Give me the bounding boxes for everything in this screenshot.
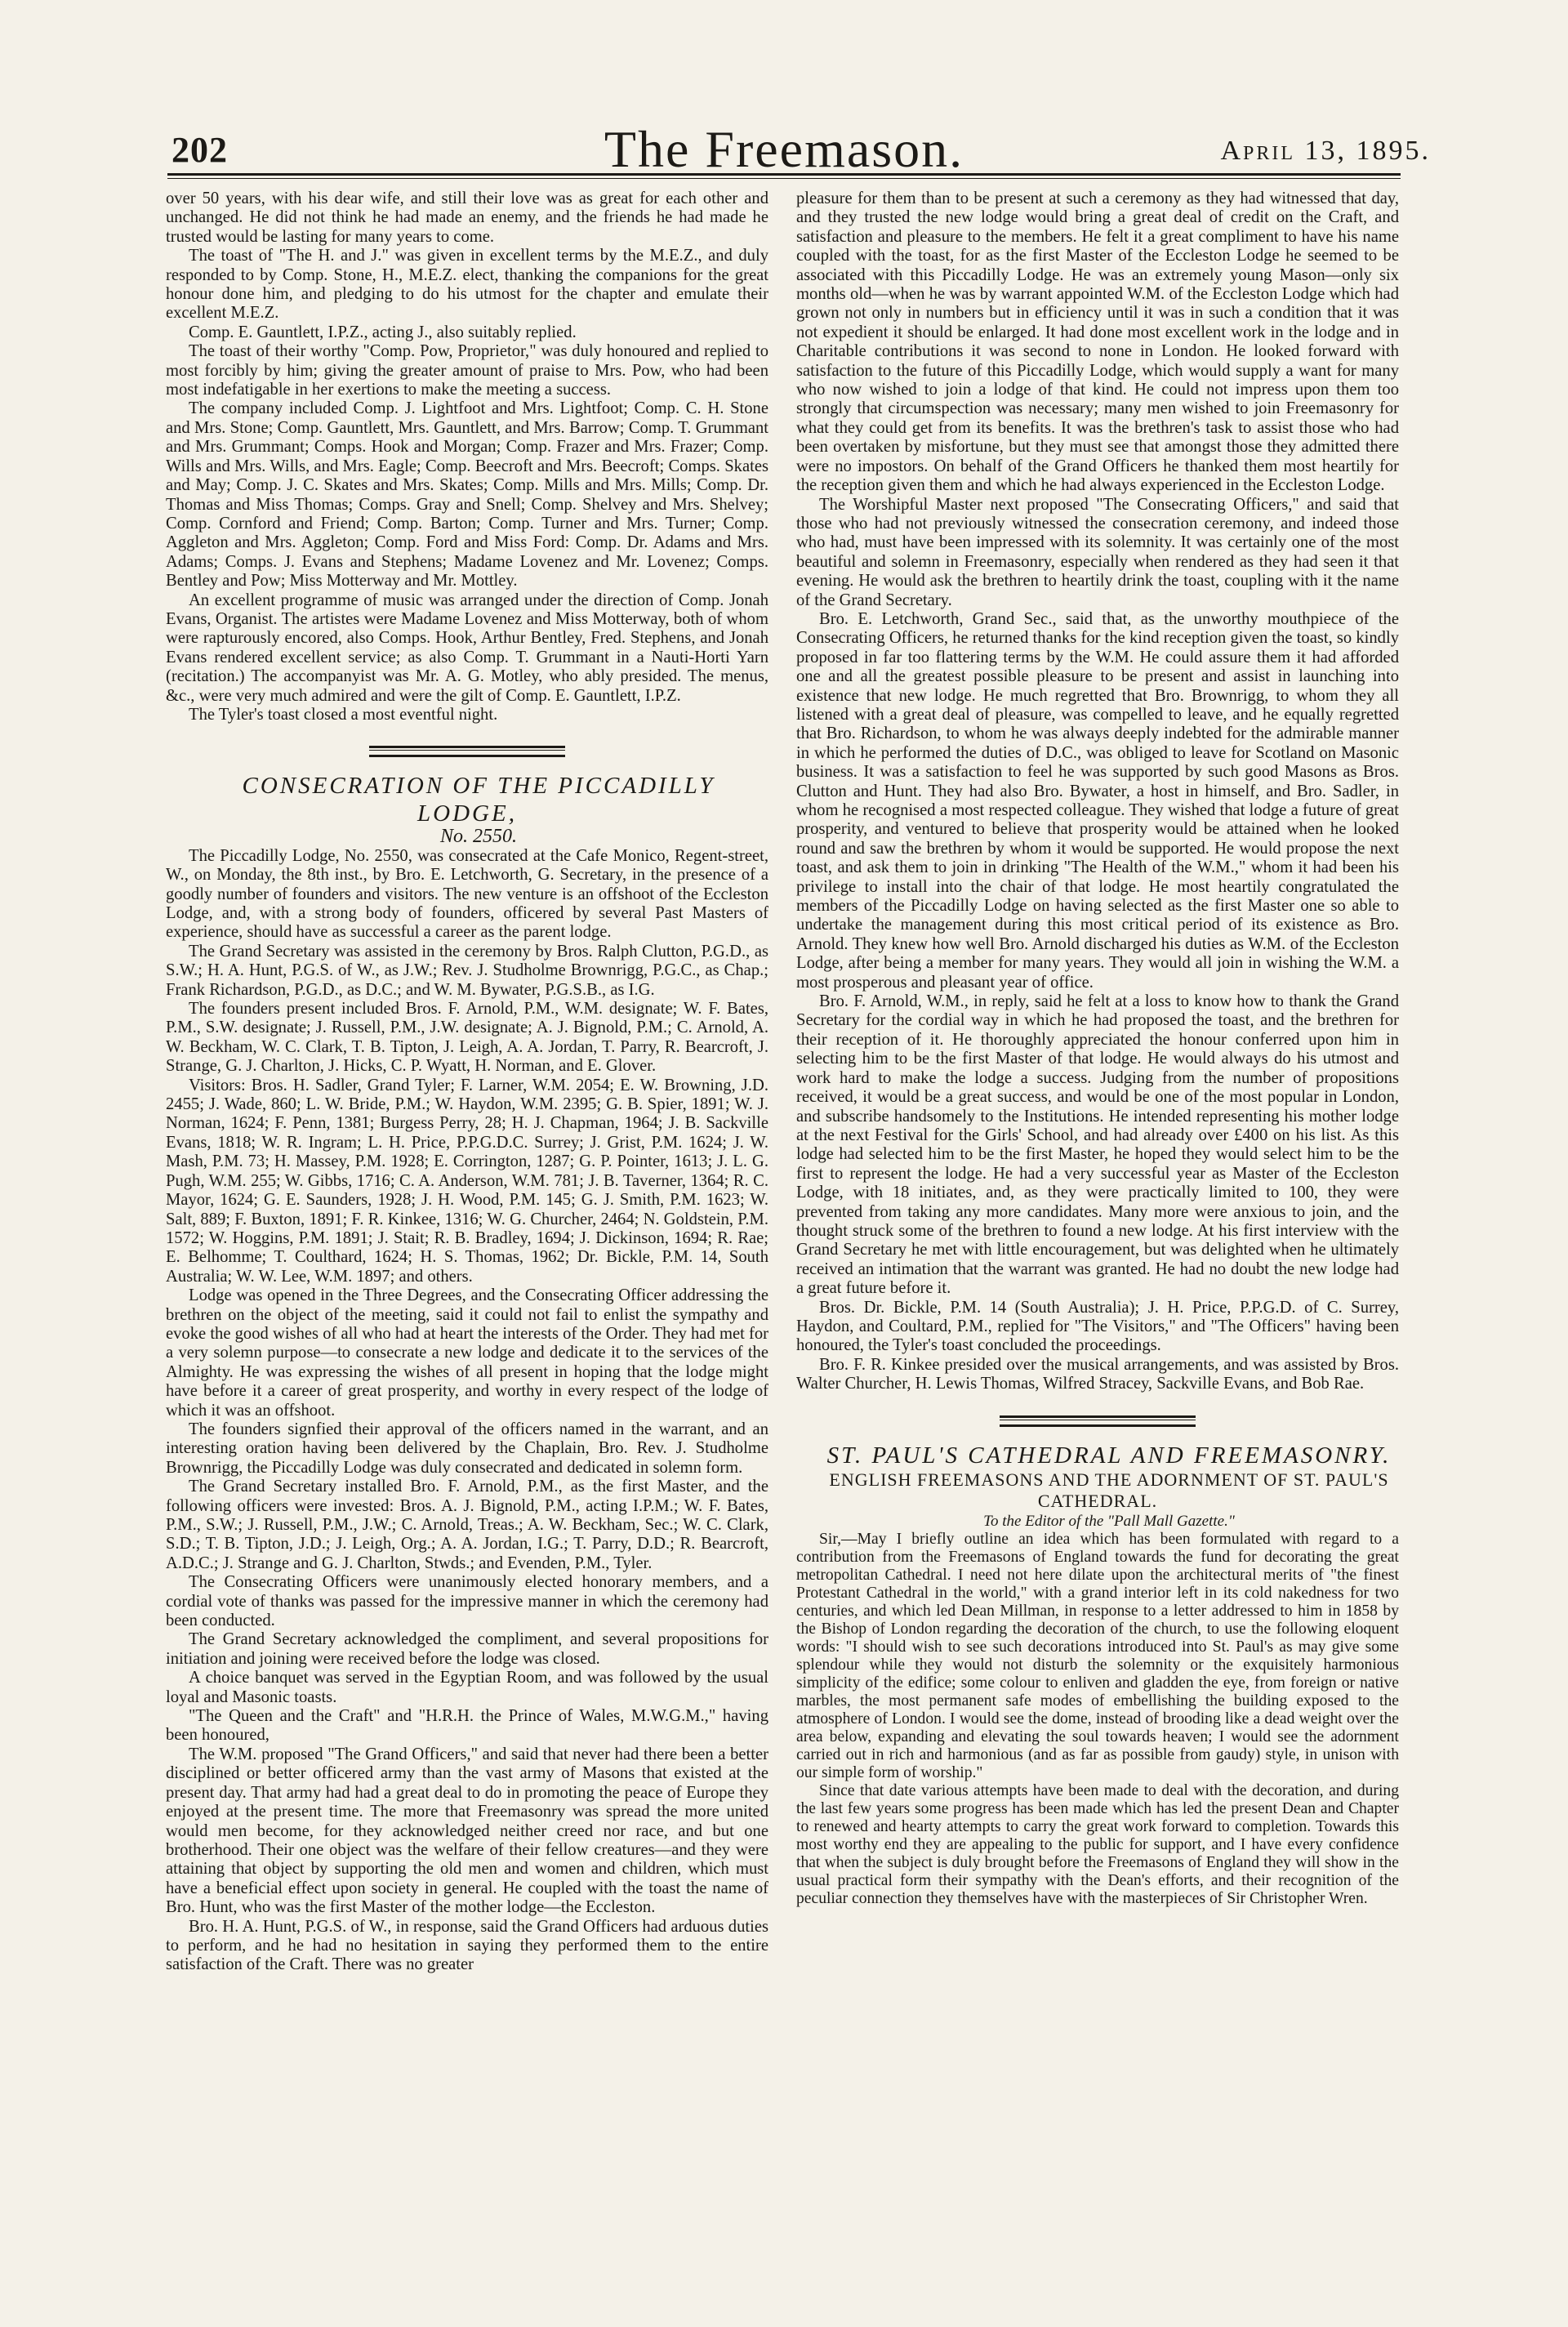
article-paragraph: Bro. H. A. Hunt, P.G.S. of W., in response, said the Grand Officers had arduous duties to perform, and he had no hesitation in saying they performed them to the entire satisfaction of the Craft. There was no greater (166, 1917, 768, 1974)
section-title: CONSECRATION OF THE PICCADILLY LODGE, (242, 773, 715, 827)
left-intro-paragraph: An excellent programme of music was arranged under the direction of Comp. Jonah Evans, Organist. The artistes were Madame Lovenez and Miss Motterway, both of whom were rapturously encored, also Comps. Hook, Arthur Bentley, Fred. Stephens, and Jonah Evans rendered excellent service; as also Comp. T. Grummant in a Nauti-Horti Yarn (recitation.) The accompanyist was Mr. A. G. Motley, who ably presided. The menus, &c., were very much admired and were the gilt of Comp. E. Gauntlett, I.P.Z. (166, 591, 768, 705)
article-paragraph: Bro. E. Letchworth, Grand Sec., said that, as the unworthy mouthpiece of the Consecrating Officers, he returned thanks for the kind reception given the toast, so kindly proposed in far too flattering terms by the W.M. He could assure them it had afforded one and all the greatest possible pleasure to be present and assist in launching into existence that new lodge. He much regretted that Bro. Brownrigg, to whom they all listened with a great deal of pleasure, was compelled to leave, and he equally regretted that Bro. Richardson, to whom he was always deeply indebted for the admirable manner in which he performed the duties of D.C., was obliged to leave for Scotland on Masonic business. It was a satisfaction to feel he was supported by such good Masons as Bros. Clutton and Hunt. They had also Bro. Bywater, a host in himself, and Bro. Sadler, in whom he recognised a most respected colleague. They wished that lodge a future of great prosperity, and ventured to believe that prosperity would be attained when he looked round and saw the brethren by whom it would be supported. He would propose the next toast, and ask them to join in drinking "The Health of the W.M.," whom it had been his privilege to install into the chair of that lodge. He most heartily congratulated the members of the Piccadilly Lodge on having selected as the first Master one so able to undertake the management during this most critical period of its existence as Bro. Arnold. They knew how well Bro. Arnold discharged his duties as W.M. of the Eccleston Lodge, after being a member for many years. They would all join in wishing the W.M. a most prosperous and pleasant year of office. (796, 609, 1399, 992)
section-heading: ENGLISH FREEMASONS AND THE ADORNMENT OF ST. PAUL'S CATHEDRAL. (829, 1469, 1389, 1511)
left-intro-paragraph: The Tyler's toast closed a most eventful night. (189, 705, 498, 724)
section-subtitle: No. 2550. (439, 826, 517, 848)
article-paragraph: The Grand Secretary was assisted in the ceremony by Bros. Ralph Clutton, P.G.D., as S.W.; H. A. Hunt, P.G.S. of W., as J.W.; Rev. J. Studholme Brownrigg, P.G.C., as Chap.; Frank Richardson, P.G.D., as D.C.; and W. M. Bywater, P.G.S.B., as I.G. (166, 942, 768, 999)
section-divider (796, 1415, 1399, 1427)
article-paragraph: The founders present included Bros. F. Arnold, P.M., W.M. designate; W. F. Bates, P.M., S.W. designate; J. Russell, P.M., J.W. designate; A. J. Bignold, P.M.; C. Arnold, A. W. Beckham, W. C. Clark, T. B. Tipton, J. Leigh, A. A. Jordan, T. Parry, R. Bearcroft, J. Strange, G. J. Charlton, J. Hicks, C. P. Wyatt, H. Norman, and E. Glover. (166, 1000, 768, 1076)
left-intro-paragraph: The toast of their worthy "Comp. Pow, Proprietor," was duly honoured and replied to most forcibly by him; giving the greater amount of praise to Mrs. Pow, who had been most indefatigable in her exertions to make the meeting a success. (166, 342, 768, 399)
letter-paragraph: Since that date various attempts have been made to deal with the decoration, and during the last few years some progress has been made which has led the present Dean and Chapter to renewed and hearty attempts to carry the great work forward to completion. Towards this most worthy end they are appealing to the public for support, and I have every confidence that when the subject is duly brought before the Freemasons of England they will show in the usual practical form their sympathy with the Dean's efforts, and their recognition of the peculiar connection they themselves have with the masterpieces of Sir Christopher Wren. (796, 1782, 1399, 1907)
letter-paragraph: Sir,—May I briefly outline an idea which has been formulated with regard to a contribution from the Freemasons of England towards the fund for decorating the great metropolitan Cathedral. I need not here dilate upon the architectural merits of "the finest Protestant Cathedral in the world," with a grand interior left in its cold nakedness for two centuries, and which led Dean Millman, in response to a letter addressed to him in 1858 by the Bishop of London regarding the decoration of the church, to use the following eloquent words: "I should wish to see such decorations introduced into St. Paul's as may give some splendour while they would not disturb the solemnity or the exquisitely harmonious simplicity of the edifice; some colour to enliven and gladden the eye, from foreign or native marbles, the most permanent safe modes of embellishing the building exposed to the atmosphere of London. I would see the dome, instead of brooding like a dead weight over the area below, expanding and elevating the soul towards heaven; I would see the adornment carried out in rich and harmonious (and as far as possible from gaudy) style, in unison with our simple form of worship." (796, 1531, 1399, 1781)
paper-title: The Freemason. (604, 120, 964, 178)
section-title: ST. PAUL'S CATHEDRAL AND FREEMASONRY. (826, 1442, 1392, 1469)
issue-date: April 13, 1895. (1220, 136, 1431, 166)
article-paragraph: The founders signfied their approval of the officers named in the warrant, and an interesting oration having been delivered by the Chaplain, Bro. Rev. J. Studholme Brownrigg, the Piccadilly Lodge was duly consecrated and dedicated in solemn form. (166, 1420, 768, 1477)
left-intro-paragraph: over 50 years, with his dear wife, and still their love was as great for each other and unchanged. He did not think he had made an enemy, and the friends he had made he trusted would be lasting for many years to come. (166, 189, 768, 246)
article-paragraph: "The Queen and the Craft" and "H.R.H. the Prince of Wales, M.W.G.M.," having been honoured, (166, 1707, 768, 1745)
article-paragraph: Visitors: Bros. H. Sadler, Grand Tyler; F. Larner, W.M. 2054; E. W. Browning, J.D. 2455; J. Wade, 860; L. W. Bride, P.M.; W. Haydon, W.M. 2395; G. B. Spier, 1891; W. J. Norman, 1624; F. Penn, 1381; Burgess Perry, 28; H. J. Chapman, 1964; J. B. Sackville Evans, 1818; W. R. Ingram; L. H. Price, P.P.G.D.C. Surrey; J. Grist, P.M. 1624; J. W. Mash, P.M. 73; H. Massey, P.M. 1928; E. Corrington, 1287; G. P. Pointer, 1613; J. L. G. Pugh, W.M. 255; W. Gibbs, 1716; C. A. Anderson, W.M. 781; J. B. Taverner, 1364; R. C. Mayor, 1624; G. E. Saunders, 1928; J. H. Wood, P.M. 145; G. J. Smith, P.M. 1623; W. Salt, 889; F. Buxton, 1891; F. R. Kinkee, 1316; W. G. Churcher, 2464; N. Goldstein, P.M. 1572; W. Hoggins, P.M. 1891; J. Stait; R. B. Bradley, 1694; J. Dickinson, 1694; R. Rae; E. Belhomme; T. Coulthard, 1624; H. S. Thomas, 1962; Dr. Bickle, P.M. 14, South Australia; W. W. Lee, W.M. 1897; and others. (166, 1076, 768, 1286)
article-paragraph: The Grand Secretary installed Bro. F. Arnold, P.M., as the first Master, and the following officers were invested: Bros. A. J. Bignold, P.M., acting I.P.M.; W. F. Bates, P.M., S.W.; J. Russell, P.M., J.W.; C. Arnold, Treas.; A. W. Beckham, Sec.; W. C. Clark, S.D.; T. B. Tipton, J.D.; J. Leigh, Org.; A. A. Jordan, I.G.; T. Parry, D.D.; R. Bearcroft, A.D.C.; J. Strange and G. J. Charlton, Stwds.; and Evenden, P.M., Tyler. (166, 1478, 768, 1572)
masthead (0, 0, 1568, 188)
right-column (796, 189, 1399, 1908)
page-number: 202 (172, 130, 228, 170)
article-paragraph: The Consecrating Officers were unanimously elected honorary members, and a cordial vote of thanks was passed for the impressive manner in which the ceremony had been conducted. (166, 1573, 768, 1630)
article-paragraph: pleasure for them than to be present at such a ceremony as they had witnessed that day, and they trusted the new lodge would bring a great deal of credit on the Craft, and satisfaction and pleasure to the members. He felt it a great compliment to have his name coupled with the toast, for as the first Master of the Eccleston Lodge he seemed to be associated with this Piccadilly Lodge. He was an extremely young Mason—only six months old—when he was by warrant appointed W.M. of the Eccleston Lodge which had grown not only in numbers but in efficiency until it was in such a condition that it was not expedient it should be enlarged. It had done most excellent work in the lodge and in Charitable contributions it was second to none in London. He looked forward with satisfaction to the future of this Piccadilly Lodge, which would supply a want for many who now wished to join a lodge of that kind. He could not impress upon them too strongly that circumspection was necessary; many men wished to join Freemasonry for what they could get from its benefits. It was the brethren's task to assist those who had been overtaken by misfortune, but they must see that amongst those they admitted there were no impostors. On behalf of the Grand Officers he thanked them most heartily for the reception given them and which he had always experienced in the Eccleston Lodge. (796, 189, 1399, 495)
article-paragraph: The Grand Secretary acknowledged the compliment, and several propositions for initiation and joining were received before the lodge was closed. (166, 1630, 768, 1668)
letter-addressee: To the Editor of the "Pall Mall Gazette." (983, 1512, 1235, 1530)
header-rule (167, 173, 1401, 179)
article-paragraph: Bro. F. R. Kinkee presided over the musical arrangements, and was assisted by Bros. Walter Churcher, H. Lewis Thomas, Wilfred Stracey, Sackville Evans, and Bob Rae. (796, 1355, 1399, 1393)
left-intro-paragraph: The toast of "The H. and J." was given in excellent terms by the M.E.Z., and duly responded to by Comp. Stone, H., M.E.Z. elect, thanking the companions for the great honour done him, and pledging to do his utmost for the chapter and emulate their excellent M.E.Z. (166, 247, 768, 323)
left-intro-paragraph: The company included Comp. J. Lightfoot and Mrs. Lightfoot; Comp. C. H. Stone and Mrs. Stone; Comp. Gauntlett, Mrs. Gauntlett, and Mrs. Barrow; Comp. T. Grummant and Mrs. Grummant; Comps. Hook and Morgan; Comp. Frazer and Mrs. Frazer; Comp. Wills and Mrs. Wills, and Mrs. Eagle; Comp. Beecroft and Mrs. Beecroft; Comps. Skates and May; Comp. J. C. Skates and Mrs. Skates; Comp. Mills and Mrs. Mills; Comp. Dr. Thomas and Miss Thomas; Comps. Gray and Snell; Comp. Shelvey and Mrs. Shelvey; Comp. Cornford and Friend; Comp. Barton; Comp. Turner and Mrs. Turner; Comp. Aggleton and Mrs. Aggleton; Comp. Ford and Miss Ford: Comp. Dr. Adams and Mrs. Adams; Comps. J. Evans and Stephens; Madame Lovenez and Mr. Lovenez; Comps. Bentley and Pow; Miss Motterway and Mr. Mottley. (166, 399, 768, 591)
article-paragraph: Bro. F. Arnold, W.M., in reply, said he felt at a loss to know how to thank the Grand Secretary for the cordial way in which he had proposed the toast, and the brethren for their reception of it. He thoroughly appreciated the honour conferred upon him in selecting him to be the first Master of that lodge. He would always do his utmost and work hard to make the lodge a success. Judging from the number of propositions received, it would be a great success, and would be one of the most popular in London, and subscribe handsomely to the Institutions. He intended representing his mother lodge at the next Festival for the Girls' School, and had already over £400 on his list. As this lodge had selected him to be the first Master, he hoped they would select him to be the first to represent the lodge. He had a very successful year as Master of the Eccleston Lodge, with 18 initiates, and, as they were practically limited to 100, they were prevented from taking any more candidates. Many more were anxious to join, and the thought struck some of the brethren to found a new lodge. At his first interview with the Grand Secretary he met with little encouragement, but was delighted when he ultimately received an intimation that the warrant was granted. He had no doubt the new lodge had a great future before it. (796, 992, 1399, 1298)
article-paragraph: Bros. Dr. Bickle, P.M. 14 (South Australia); J. H. Price, P.P.G.D. of C. Surrey, Haydon, and Coultard, P.M., replied for "The Visitors," and "The Officers" having been honoured, the Tyler's toast concluded the proceedings. (796, 1298, 1399, 1355)
article-paragraph: Lodge was opened in the Three Degrees, and the Consecrating Officer addressing the brethren on the object of the meeting, said it could not fail to enlist the sympathy and evoke the good wishes of all who had at heart the interests of the Order. They had met for a very solemn purpose—to consecrate a new lodge and dedicate it to the services of the Almighty. He was expressing the wishes of all present in hoping that the lodge might have before it a career of great prosperity, and worthy in every respect of the lodge of which it was an offshoot. (166, 1286, 768, 1420)
article-paragraph: A choice banquet was served in the Egyptian Room, and was followed by the usual loyal and Masonic toasts. (166, 1669, 768, 1706)
left-intro-paragraph: Comp. E. Gauntlett, I.P.Z., acting J., also suitably replied. (189, 323, 577, 341)
article-paragraph: The Piccadilly Lodge, No. 2550, was consecrated at the Cafe Monico, Regent-street, W., on Monday, the 8th inst., by Bro. E. Letchworth, G. Secretary, in the presence of a goodly number of founders and visitors. The new venture is an offshoot of the Eccleston Lodge, and, with a strong body of founders, officered by several Past Masters of experience, should have as successful a career as the parent lodge. (166, 846, 768, 942)
section-divider (166, 746, 768, 757)
article-paragraph: The Worshipful Master next proposed "The Consecrating Officers," and said that those who had not previously witnessed the consecration ceremony, and indeed those who had, must have been impressed with its solemnity. It was certainly one of the most beautiful and solemn in Freemasonry, especially when rendered as they had seen it that evening. He would ask the brethren to heartily drink the toast, coupling with it the name of the Grand Secretary. (796, 495, 1399, 609)
left-column (166, 189, 768, 1975)
article-paragraph: The W.M. proposed "The Grand Officers," and said that never had there been a better disciplined or better officered army than the vast army of Masons that existed at the present day. That army had had a great deal to do in promoting the peace of Europe they enjoyed at the present time. The more that Freemasonry was spread the more united would men become, for they acknowledged neither creed nor race, and but one brotherhood. Their one object was the welfare of their fellow creatures—and they were attaining that object by supporting the old men and women and children, which must have a beneficial effect upon society in general. He coupled with the toast the name of Bro. Hunt, who was the first Master of the mother lodge—the Eccleston. (166, 1745, 768, 1917)
